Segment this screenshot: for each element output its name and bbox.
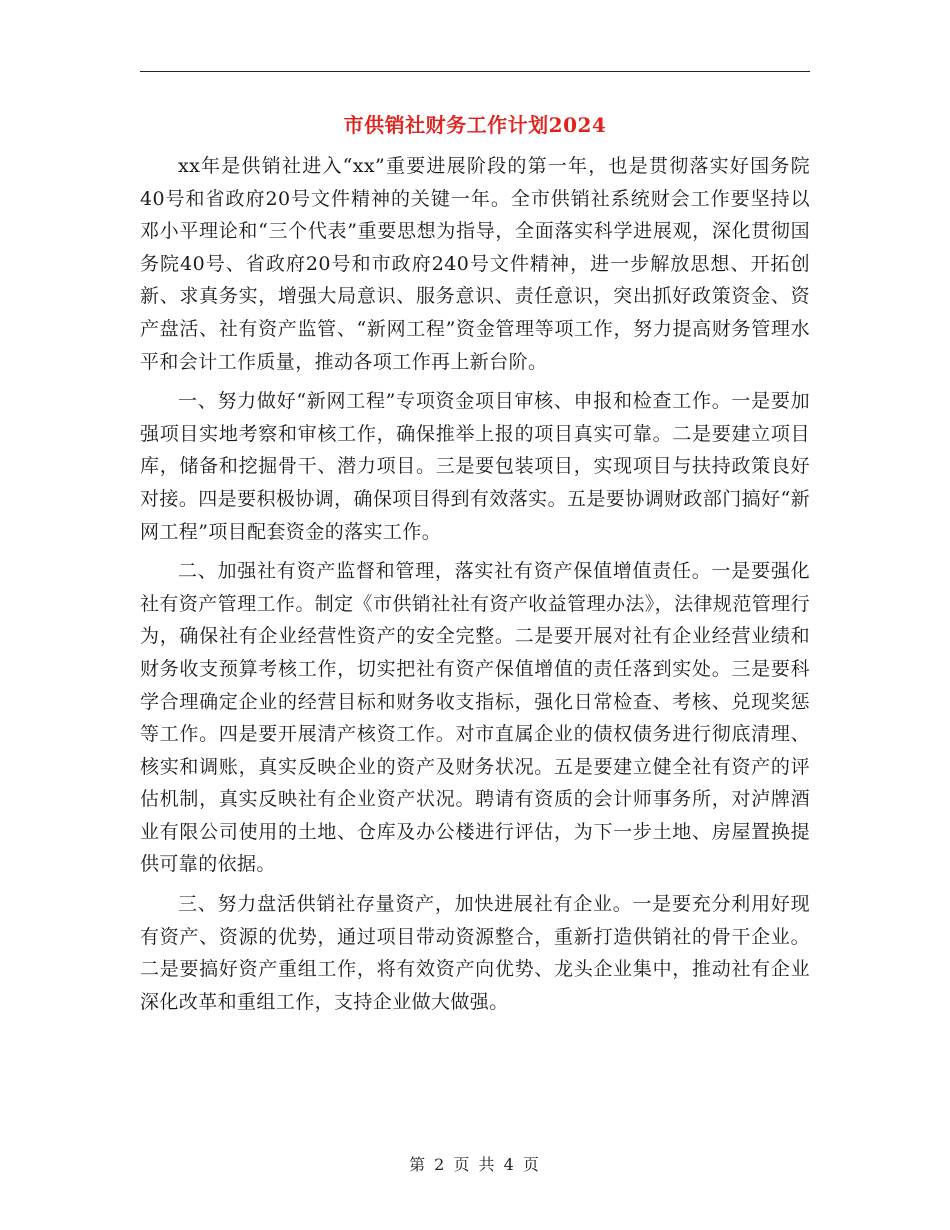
page-number: 第 2 页 共 4 页 [409,1155,541,1174]
document-body [140,150,810,1025]
paragraph-section-1: 一、努力做好“新网工程”专项资金项目审核、申报和检查工作。一是要加强项目实地考察和审核工作，确保推举上报的项目真实可靠。二是要建立项目库，储备和挖掘骨干、潜力项目。三是要包装项目，实现项目与扶持政策良好对接。四是要积极协调，确保项目得到有效落实。五是要协调财政部门搞好“新网工程”项目配套资金的落实工作。 [140,390,810,543]
document-title: 市供销社财务工作计划2024 [343,113,607,137]
paragraph-section-3: 三、努力盘活供销社存量资产，加快进展社有企业。一是要充分利用好现有资产、资源的优势，通过项目带动资源整合，重新打造供销社的骨干企业。二是要搞好资产重组工作，将有效资产向优势、龙头企业集中，推动社有企业深化改革和重组工作，支持企业做大做强。 [140,893,810,1013]
header-rule [140,71,810,72]
paragraph-intro: xx年是供销社进入“xx”重要进展阶段的第一年，也是贯彻落实好国务院40号和省政府20号文件精神的关键一年。全市供销社系统财会工作要坚持以邓小平理论和“三个代表”重要思想为指导，全面落实科学进展观，深化贯彻国务院40号、省政府20号和市政府240号文件精神，进一步解放思想、开拓创新、求真务实，增强大局意识、服务意识、责任意识，突出抓好政策资金、资产盘活、社有资产监管、“新网工程”资金管理等项工作，努力提高财务管理水平和会计工作质量，推动各项工作再上新台阶。 [140,155,810,373]
paragraph-section-2: 二、加强社有资产监督和管理，落实社有资产保值增值责任。一是要强化社有资产管理工作。制定《市供销社社有资产收益管理办法》，法律规范管理行为，确保社有企业经营性资产的安全完整。二是要开展对社有企业经营业绩和财务收支预算考核工作，切实把社有资产保值增值的责任落到实处。三是要科学合理确定企业的经营目标和财务收支指标，强化日常检查、考核、兑现奖惩等工作。四是要开展清产核资工作。对市直属企业的债权债务进行彻底清理、核实和调账，真实反映企业的资产及财务状况。五是要建立健全社有资产的评估机制，真实反映社有企业资产状况。聘请有资质的会计师事务所，对泸牌酒业有限公司使用的土地、仓库及办公楼进行评估，为下一步土地、房屋置换提供可靠的依据。 [140,560,810,876]
